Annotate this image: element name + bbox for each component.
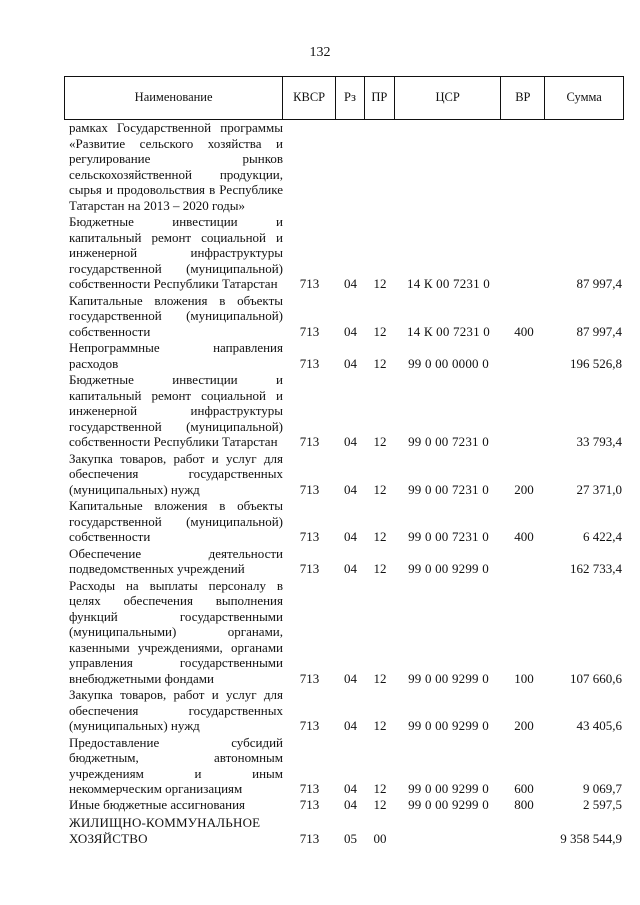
row-name: ЖИЛИЩНО-КОММУНАЛЬНОЕ ХОЗЯЙСТВО xyxy=(69,815,261,846)
row-kvsr: 713 xyxy=(299,830,320,846)
header-sum: Сумма xyxy=(566,90,602,105)
header-pr: ПР xyxy=(365,77,395,119)
row-rz: 04 xyxy=(344,481,357,497)
row-sum: 162 733,4 xyxy=(570,561,622,576)
row-name: Расходы на выплаты персоналу в целях обеспечения выполнения функций государственными (муниципальными) органами, казенными учреждениями, органами управления государственными внебюджетными фондами xyxy=(69,577,283,686)
row-pr: 12 xyxy=(373,781,387,796)
table-row xyxy=(64,214,624,292)
header-rz: Рз xyxy=(336,77,365,119)
row-kvsr: 713 xyxy=(299,355,320,371)
row-sum: 2 597,5 xyxy=(583,796,622,812)
row-rz: 04 xyxy=(344,529,357,544)
row-sum: 43 405,6 xyxy=(576,718,622,733)
row-name: Бюджетные инвестиции и капитальный ремонт социальной и инженерной инфраструктуры государственной (муниципальной) собственности Республики Татарстан xyxy=(69,214,283,291)
row-rz: 05 xyxy=(344,830,357,846)
table-row xyxy=(64,546,624,577)
header-vr: ВР xyxy=(501,77,545,119)
row-rz: 04 xyxy=(344,276,357,291)
row-pr: 12 xyxy=(373,718,387,733)
table-row xyxy=(64,451,624,498)
table-row xyxy=(64,815,624,846)
row-vr: 400 xyxy=(514,529,534,544)
row-rz: 04 xyxy=(344,718,357,733)
row-csr: 99 0 00 9299 0 xyxy=(408,718,489,733)
table-row xyxy=(64,578,624,687)
row-csr: 99 0 00 7231 0 xyxy=(408,529,489,544)
row-sum: 27 371,0 xyxy=(576,481,622,497)
row-name: Бюджетные инвестиции и капитальный ремонт социальной и инженерной инфраструктуры государственной (муниципальной) собственности Республики Татарстан xyxy=(69,372,283,449)
row-pr: 00 xyxy=(373,830,387,846)
row-name: Непрограммные направления расходов xyxy=(69,340,283,371)
row-rz: 04 xyxy=(344,796,357,812)
row-name: Иные бюджетные ассигнования xyxy=(69,796,246,812)
header-csr: ЦСР xyxy=(395,77,502,119)
row-rz: 04 xyxy=(344,670,357,686)
row-kvsr: 713 xyxy=(299,481,320,497)
row-csr: 99 0 00 0000 0 xyxy=(408,355,489,371)
row-name: рамках Государственной программы «Развитие сельского хозяйства и регулирование рынков сельскохозяйственной продукции, сырья и продовольствия в Республике Татарстан на 2013 – 2020 годы» xyxy=(69,120,283,213)
row-pr: 12 xyxy=(373,796,387,812)
row-vr: 800 xyxy=(514,796,534,812)
row-pr: 12 xyxy=(373,670,387,686)
row-rz: 04 xyxy=(344,561,357,576)
row-csr: 99 0 00 7231 0 xyxy=(408,434,489,449)
row-vr: 600 xyxy=(514,781,534,796)
row-csr: 14 К 00 7231 0 xyxy=(407,276,490,291)
row-kvsr: 713 xyxy=(299,323,320,339)
row-rz: 04 xyxy=(344,434,357,449)
row-sum: 196 526,8 xyxy=(570,355,622,371)
row-vr: 100 xyxy=(514,670,534,686)
row-sum: 6 422,4 xyxy=(583,529,622,544)
table-body xyxy=(64,120,624,846)
row-rz: 04 xyxy=(344,781,357,796)
row-csr: 99 0 00 9299 0 xyxy=(408,781,489,796)
row-name: Обеспечение деятельности подведомственных учреждений xyxy=(69,545,283,576)
row-csr: 99 0 00 7231 0 xyxy=(408,481,489,497)
row-kvsr: 713 xyxy=(299,796,320,812)
row-kvsr: 713 xyxy=(299,529,320,544)
row-rz: 04 xyxy=(344,323,357,339)
row-sum: 9 358 544,9 xyxy=(560,830,622,846)
row-sum: 9 069,7 xyxy=(583,781,622,796)
row-pr: 12 xyxy=(373,529,387,544)
table-row xyxy=(64,687,624,734)
row-pr: 12 xyxy=(373,561,387,576)
row-name: Закупка товаров, работ и услуг для обеспечения государственных (муниципальных) нужд xyxy=(69,687,283,733)
row-kvsr: 713 xyxy=(299,561,320,576)
row-rz: 04 xyxy=(344,355,357,371)
row-pr: 12 xyxy=(373,481,387,497)
row-sum: 87 997,4 xyxy=(576,276,622,291)
row-kvsr: 713 xyxy=(299,276,320,291)
table-row xyxy=(64,498,624,545)
table-row xyxy=(64,293,624,340)
row-sum: 107 660,6 xyxy=(570,670,622,686)
header-name: Наименование xyxy=(65,77,283,119)
row-csr: 99 0 00 9299 0 xyxy=(408,670,489,686)
row-kvsr: 713 xyxy=(299,718,320,733)
table-row xyxy=(64,735,624,797)
row-pr: 12 xyxy=(373,323,387,339)
table-row xyxy=(64,797,624,813)
row-name: Капитальные вложения в объекты государственной (муниципальной) собственности xyxy=(69,292,283,339)
row-name: Предоставление субсидий бюджетным, автономным учреждениям и иным некоммерческим организациям xyxy=(69,734,283,796)
row-kvsr: 713 xyxy=(299,434,320,449)
row-kvsr: 713 xyxy=(299,670,320,686)
row-pr: 12 xyxy=(373,355,387,371)
page-number: 132 xyxy=(309,45,331,60)
row-vr: 200 xyxy=(514,481,534,497)
row-csr: 14 К 00 7231 0 xyxy=(407,323,490,339)
row-kvsr: 713 xyxy=(299,781,320,796)
row-name: Закупка товаров, работ и услуг для обеспечения государственных (муниципальных) нужд xyxy=(69,450,283,497)
header-kvsr: КВСР xyxy=(283,77,336,119)
row-csr: 99 0 00 9299 0 xyxy=(408,561,489,576)
table-row xyxy=(64,372,624,450)
row-name: Капитальные вложения в объекты государственной (муниципальной) собственности xyxy=(69,498,283,544)
table-row xyxy=(64,120,624,213)
row-sum: 33 793,4 xyxy=(576,434,622,449)
table-header xyxy=(64,76,624,120)
row-pr: 12 xyxy=(373,276,387,291)
row-csr: 99 0 00 9299 0 xyxy=(408,796,489,812)
row-sum: 87 997,4 xyxy=(576,323,622,339)
row-pr: 12 xyxy=(373,434,387,449)
table-row xyxy=(64,340,624,371)
row-vr: 200 xyxy=(514,718,534,733)
row-vr: 400 xyxy=(514,323,534,339)
